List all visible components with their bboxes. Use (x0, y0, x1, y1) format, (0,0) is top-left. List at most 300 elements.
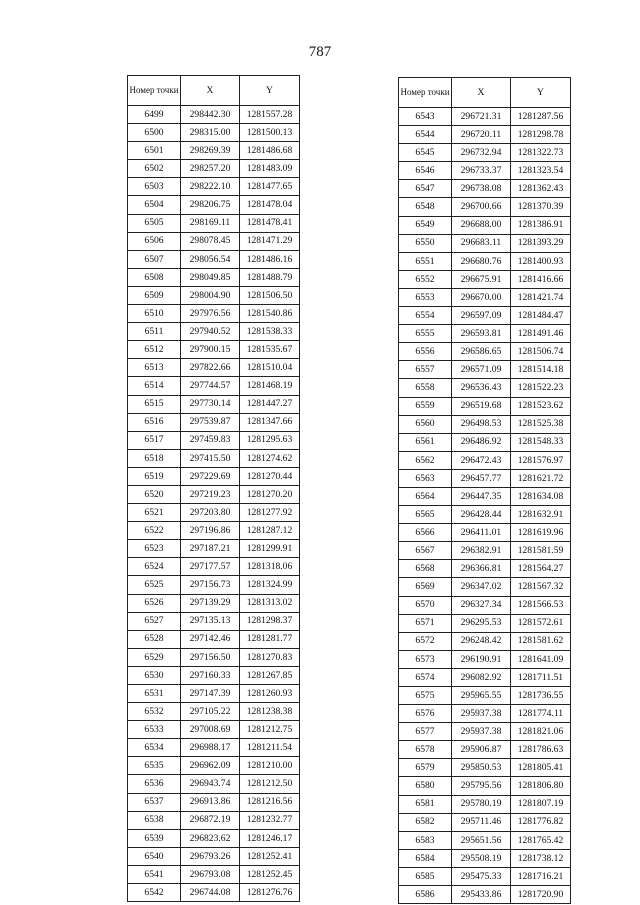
coordinates-table-left (127, 75, 300, 902)
table-row (399, 650, 571, 668)
y-coordinate-cell: 1281510.04 (240, 359, 300, 377)
x-coordinate-cell: 296700.66 (452, 198, 511, 216)
point-number-cell: 6563 (399, 469, 452, 487)
point-number-cell: 6547 (399, 180, 452, 198)
x-coordinate-cell: 296190.91 (452, 650, 511, 668)
y-coordinate-cell: 1281212.75 (240, 721, 300, 739)
y-coordinate-cell: 1281491.46 (511, 325, 571, 343)
table-row (399, 614, 571, 632)
y-coordinate-cell: 1281548.33 (511, 433, 571, 451)
y-coordinate-cell: 1281538.33 (240, 323, 300, 341)
point-number-cell: 6556 (399, 343, 452, 361)
y-coordinate-cell: 1281540.86 (240, 305, 300, 323)
point-number-cell: 6504 (128, 196, 181, 214)
table-row (399, 198, 571, 216)
x-coordinate-cell: 297822.66 (181, 359, 240, 377)
point-number-cell: 6571 (399, 614, 452, 632)
x-coordinate-cell: 296295.53 (452, 614, 511, 632)
y-coordinate-cell: 1281324.99 (240, 576, 300, 594)
y-coordinate-cell: 1281267.85 (240, 666, 300, 684)
y-coordinate-cell: 1281564.27 (511, 560, 571, 578)
table-row (399, 831, 571, 849)
x-coordinate-cell: 296823.62 (181, 829, 240, 847)
point-number-cell: 6534 (128, 739, 181, 757)
table-row (399, 560, 571, 578)
table-row (128, 757, 300, 775)
table-row (128, 522, 300, 540)
point-number-cell: 6508 (128, 268, 181, 286)
y-coordinate-cell: 1281216.56 (240, 793, 300, 811)
x-coordinate-cell: 296720.11 (452, 126, 511, 144)
y-coordinate-cell: 1281621.72 (511, 469, 571, 487)
point-number-cell: 6553 (399, 288, 452, 306)
y-coordinate-cell: 1281252.41 (240, 847, 300, 865)
point-number-cell: 6513 (128, 359, 181, 377)
y-coordinate-cell: 1281806.80 (511, 777, 571, 795)
table-row (399, 705, 571, 723)
table-row (128, 142, 300, 160)
y-coordinate-cell: 1281212.50 (240, 775, 300, 793)
x-coordinate-cell: 297135.13 (181, 612, 240, 630)
x-coordinate-cell: 296457.77 (452, 469, 511, 487)
table-row (399, 108, 571, 126)
table-row (128, 196, 300, 214)
table-row (399, 849, 571, 867)
table-body-right (399, 108, 571, 904)
y-coordinate-cell: 1281318.06 (240, 558, 300, 576)
point-number-cell: 6507 (128, 250, 181, 268)
point-number-cell: 6516 (128, 413, 181, 431)
table-row (128, 250, 300, 268)
y-coordinate-cell: 1281238.38 (240, 703, 300, 721)
x-coordinate-cell: 295850.53 (452, 759, 511, 777)
table-row (399, 741, 571, 759)
point-number-cell: 6537 (128, 793, 181, 811)
y-coordinate-cell: 1281483.09 (240, 160, 300, 178)
point-number-cell: 6551 (399, 252, 452, 270)
table-row (399, 307, 571, 325)
point-number-cell: 6545 (399, 144, 452, 162)
table-row (128, 576, 300, 594)
y-coordinate-cell: 1281484.47 (511, 307, 571, 325)
x-coordinate-cell: 296593.81 (452, 325, 511, 343)
x-coordinate-cell: 296872.19 (181, 811, 240, 829)
x-coordinate-cell: 296732.94 (452, 144, 511, 162)
x-coordinate-cell: 296519.68 (452, 397, 511, 415)
table-row (128, 305, 300, 323)
y-coordinate-cell: 1281738.12 (511, 849, 571, 867)
x-coordinate-cell: 296411.01 (452, 524, 511, 542)
point-number-cell: 6554 (399, 307, 452, 325)
x-coordinate-cell: 297187.21 (181, 540, 240, 558)
table-row (128, 359, 300, 377)
x-coordinate-cell: 298442.30 (181, 106, 240, 124)
table-row (399, 886, 571, 904)
table-row (399, 433, 571, 451)
point-number-cell: 6519 (128, 467, 181, 485)
point-number-cell: 6511 (128, 323, 181, 341)
table-row (399, 632, 571, 650)
table-row (399, 578, 571, 596)
x-coordinate-cell: 295508.19 (452, 849, 511, 867)
table-row (128, 540, 300, 558)
y-coordinate-cell: 1281471.29 (240, 232, 300, 250)
x-coordinate-cell: 298056.54 (181, 250, 240, 268)
y-coordinate-cell: 1281386.91 (511, 216, 571, 234)
point-number-cell: 6564 (399, 487, 452, 505)
x-coordinate-cell: 297139.29 (181, 594, 240, 612)
point-number-cell: 6581 (399, 795, 452, 813)
y-coordinate-cell: 1281210.00 (240, 757, 300, 775)
header-y: Y (511, 78, 571, 108)
x-coordinate-cell: 296988.17 (181, 739, 240, 757)
point-number-cell: 6574 (399, 668, 452, 686)
x-coordinate-cell: 296327.34 (452, 596, 511, 614)
header-y: Y (240, 76, 300, 106)
y-coordinate-cell: 1281576.97 (511, 451, 571, 469)
point-number-cell: 6539 (128, 829, 181, 847)
y-coordinate-cell: 1281711.51 (511, 668, 571, 686)
table-row (128, 431, 300, 449)
x-coordinate-cell: 296688.00 (452, 216, 511, 234)
point-number-cell: 6582 (399, 813, 452, 831)
point-number-cell: 6540 (128, 847, 181, 865)
table-row (128, 504, 300, 522)
point-number-cell: 6546 (399, 162, 452, 180)
point-number-cell: 6555 (399, 325, 452, 343)
table-row (128, 449, 300, 467)
header-x: X (452, 78, 511, 108)
table-row (128, 865, 300, 883)
x-coordinate-cell: 296347.02 (452, 578, 511, 596)
y-coordinate-cell: 1281295.63 (240, 431, 300, 449)
x-coordinate-cell: 297229.69 (181, 467, 240, 485)
x-coordinate-cell: 298315.00 (181, 124, 240, 142)
point-number-cell: 6579 (399, 759, 452, 777)
table-row (128, 232, 300, 250)
point-number-cell: 6514 (128, 377, 181, 395)
y-coordinate-cell: 1281488.79 (240, 268, 300, 286)
y-coordinate-cell: 1281557.28 (240, 106, 300, 124)
x-coordinate-cell: 296943.74 (181, 775, 240, 793)
x-coordinate-cell: 296962.09 (181, 757, 240, 775)
y-coordinate-cell: 1281276.76 (240, 884, 300, 902)
point-number-cell: 6577 (399, 723, 452, 741)
point-number-cell: 6575 (399, 687, 452, 705)
table-row (399, 343, 571, 361)
header-point-number: Номер точки (128, 76, 181, 106)
point-number-cell: 6559 (399, 397, 452, 415)
x-coordinate-cell: 297156.50 (181, 648, 240, 666)
point-number-cell: 6501 (128, 142, 181, 160)
y-coordinate-cell: 1281478.41 (240, 214, 300, 232)
y-coordinate-cell: 1281298.78 (511, 126, 571, 144)
point-number-cell: 6562 (399, 451, 452, 469)
point-number-cell: 6569 (399, 578, 452, 596)
point-number-cell: 6530 (128, 666, 181, 684)
table-row (128, 703, 300, 721)
point-number-cell: 6576 (399, 705, 452, 723)
point-number-cell: 6517 (128, 431, 181, 449)
y-coordinate-cell: 1281281.77 (240, 630, 300, 648)
y-coordinate-cell: 1281765.42 (511, 831, 571, 849)
y-coordinate-cell: 1281506.50 (240, 286, 300, 304)
y-coordinate-cell: 1281322.73 (511, 144, 571, 162)
point-number-cell: 6578 (399, 741, 452, 759)
y-coordinate-cell: 1281400.93 (511, 252, 571, 270)
x-coordinate-cell: 296670.00 (452, 288, 511, 306)
y-coordinate-cell: 1281477.65 (240, 178, 300, 196)
table-row (399, 469, 571, 487)
table-row (399, 288, 571, 306)
x-coordinate-cell: 295433.86 (452, 886, 511, 904)
y-coordinate-cell: 1281287.56 (511, 108, 571, 126)
y-coordinate-cell: 1281581.62 (511, 632, 571, 650)
table-row (128, 178, 300, 196)
x-coordinate-cell: 296913.86 (181, 793, 240, 811)
point-number-cell: 6583 (399, 831, 452, 849)
x-coordinate-cell: 297415.50 (181, 449, 240, 467)
x-coordinate-cell: 296597.09 (452, 307, 511, 325)
y-coordinate-cell: 1281323.54 (511, 162, 571, 180)
point-number-cell: 6544 (399, 126, 452, 144)
y-coordinate-cell: 1281274.62 (240, 449, 300, 467)
x-coordinate-cell: 298169.11 (181, 214, 240, 232)
y-coordinate-cell: 1281370.39 (511, 198, 571, 216)
x-coordinate-cell: 297008.69 (181, 721, 240, 739)
point-number-cell: 6524 (128, 558, 181, 576)
table-row (128, 630, 300, 648)
point-number-cell: 6573 (399, 650, 452, 668)
point-number-cell: 6535 (128, 757, 181, 775)
table-row (128, 106, 300, 124)
point-number-cell: 6526 (128, 594, 181, 612)
x-coordinate-cell: 296447.35 (452, 487, 511, 505)
point-number-cell: 6520 (128, 485, 181, 503)
point-number-cell: 6550 (399, 234, 452, 252)
y-coordinate-cell: 1281270.83 (240, 648, 300, 666)
point-number-cell: 6512 (128, 341, 181, 359)
table-row (128, 721, 300, 739)
table-row (128, 793, 300, 811)
table-row (399, 451, 571, 469)
y-coordinate-cell: 1281500.13 (240, 124, 300, 142)
y-coordinate-cell: 1281619.96 (511, 524, 571, 542)
point-number-cell: 6538 (128, 811, 181, 829)
x-coordinate-cell: 296248.42 (452, 632, 511, 650)
table-row (399, 687, 571, 705)
table-row (399, 723, 571, 741)
table-row (399, 487, 571, 505)
table-row (128, 775, 300, 793)
y-coordinate-cell: 1281525.38 (511, 415, 571, 433)
x-coordinate-cell: 298078.45 (181, 232, 240, 250)
table-row (399, 126, 571, 144)
point-number-cell: 6531 (128, 685, 181, 703)
table-row (399, 813, 571, 831)
table-row (399, 325, 571, 343)
table-row (399, 180, 571, 198)
y-coordinate-cell: 1281393.29 (511, 234, 571, 252)
x-coordinate-cell: 297177.57 (181, 558, 240, 576)
point-number-cell: 6532 (128, 703, 181, 721)
y-coordinate-cell: 1281634.08 (511, 487, 571, 505)
x-coordinate-cell: 297196.86 (181, 522, 240, 540)
table-row (128, 268, 300, 286)
y-coordinate-cell: 1281807.19 (511, 795, 571, 813)
y-coordinate-cell: 1281246.17 (240, 829, 300, 847)
table-body-left (128, 106, 300, 902)
coordinates-table-right (398, 77, 571, 904)
x-coordinate-cell: 298269.39 (181, 142, 240, 160)
x-coordinate-cell: 298257.20 (181, 160, 240, 178)
table-row (128, 377, 300, 395)
y-coordinate-cell: 1281252.45 (240, 865, 300, 883)
x-coordinate-cell: 298222.10 (181, 178, 240, 196)
point-number-cell: 6503 (128, 178, 181, 196)
y-coordinate-cell: 1281468.19 (240, 377, 300, 395)
point-number-cell: 6584 (399, 849, 452, 867)
table-row (399, 795, 571, 813)
point-number-cell: 6541 (128, 865, 181, 883)
point-number-cell: 6560 (399, 415, 452, 433)
table-row (128, 829, 300, 847)
table-row (399, 162, 571, 180)
point-number-cell: 6557 (399, 361, 452, 379)
table-row (399, 234, 571, 252)
x-coordinate-cell: 296683.11 (452, 234, 511, 252)
table-row (128, 395, 300, 413)
y-coordinate-cell: 1281486.16 (240, 250, 300, 268)
y-coordinate-cell: 1281774.11 (511, 705, 571, 723)
table-row (399, 596, 571, 614)
header-point-number: Номер точки (399, 78, 452, 108)
point-number-cell: 6509 (128, 286, 181, 304)
y-coordinate-cell: 1281567.32 (511, 578, 571, 596)
x-coordinate-cell: 296486.92 (452, 433, 511, 451)
y-coordinate-cell: 1281572.61 (511, 614, 571, 632)
y-coordinate-cell: 1281447.27 (240, 395, 300, 413)
point-number-cell: 6570 (399, 596, 452, 614)
y-coordinate-cell: 1281720.90 (511, 886, 571, 904)
table-row (399, 270, 571, 288)
y-coordinate-cell: 1281277.92 (240, 504, 300, 522)
table-header-row (128, 76, 300, 106)
table-row (399, 506, 571, 524)
table-row (128, 286, 300, 304)
point-number-cell: 6543 (399, 108, 452, 126)
point-number-cell: 6585 (399, 867, 452, 885)
y-coordinate-cell: 1281270.20 (240, 485, 300, 503)
y-coordinate-cell: 1281641.09 (511, 650, 571, 668)
x-coordinate-cell: 295651.56 (452, 831, 511, 849)
y-coordinate-cell: 1281805.41 (511, 759, 571, 777)
y-coordinate-cell: 1281506.74 (511, 343, 571, 361)
point-number-cell: 6586 (399, 886, 452, 904)
point-number-cell: 6561 (399, 433, 452, 451)
x-coordinate-cell: 296571.09 (452, 361, 511, 379)
x-coordinate-cell: 297744.57 (181, 377, 240, 395)
y-coordinate-cell: 1281232.77 (240, 811, 300, 829)
header-x: X (181, 76, 240, 106)
point-number-cell: 6527 (128, 612, 181, 630)
y-coordinate-cell: 1281535.67 (240, 341, 300, 359)
point-number-cell: 6500 (128, 124, 181, 142)
y-coordinate-cell: 1281260.93 (240, 685, 300, 703)
y-coordinate-cell: 1281716.21 (511, 867, 571, 885)
table-row (399, 415, 571, 433)
table-row (399, 524, 571, 542)
table-row (399, 361, 571, 379)
table-row (399, 216, 571, 234)
table-row (399, 397, 571, 415)
x-coordinate-cell: 295780.19 (452, 795, 511, 813)
x-coordinate-cell: 296082.92 (452, 668, 511, 686)
y-coordinate-cell: 1281416.66 (511, 270, 571, 288)
x-coordinate-cell: 297160.33 (181, 666, 240, 684)
point-number-cell: 6552 (399, 270, 452, 288)
x-coordinate-cell: 297730.14 (181, 395, 240, 413)
table-row (128, 160, 300, 178)
x-coordinate-cell: 297900.15 (181, 341, 240, 359)
y-coordinate-cell: 1281736.55 (511, 687, 571, 705)
point-number-cell: 6505 (128, 214, 181, 232)
table-row (128, 467, 300, 485)
table-row (128, 124, 300, 142)
x-coordinate-cell: 297203.80 (181, 504, 240, 522)
point-number-cell: 6502 (128, 160, 181, 178)
y-coordinate-cell: 1281421.74 (511, 288, 571, 306)
point-number-cell: 6506 (128, 232, 181, 250)
point-number-cell: 6515 (128, 395, 181, 413)
x-coordinate-cell: 297142.46 (181, 630, 240, 648)
x-coordinate-cell: 295937.38 (452, 705, 511, 723)
table-row (399, 759, 571, 777)
table-row (128, 594, 300, 612)
x-coordinate-cell: 296472.43 (452, 451, 511, 469)
table-row (128, 558, 300, 576)
table-row (128, 884, 300, 902)
table-row (128, 666, 300, 684)
x-coordinate-cell: 295965.55 (452, 687, 511, 705)
point-number-cell: 6549 (399, 216, 452, 234)
point-number-cell: 6536 (128, 775, 181, 793)
point-number-cell: 6572 (399, 632, 452, 650)
table-row (128, 341, 300, 359)
point-number-cell: 6568 (399, 560, 452, 578)
table-row (399, 867, 571, 885)
point-number-cell: 6566 (399, 524, 452, 542)
x-coordinate-cell: 296793.08 (181, 865, 240, 883)
point-number-cell: 6529 (128, 648, 181, 666)
point-number-cell: 6510 (128, 305, 181, 323)
x-coordinate-cell: 298206.75 (181, 196, 240, 214)
y-coordinate-cell: 1281821.06 (511, 723, 571, 741)
table-header-row (399, 78, 571, 108)
table-row (399, 252, 571, 270)
table-row (128, 612, 300, 630)
x-coordinate-cell: 297940.52 (181, 323, 240, 341)
x-coordinate-cell: 296675.91 (452, 270, 511, 288)
point-number-cell: 6525 (128, 576, 181, 594)
table-row (399, 542, 571, 560)
x-coordinate-cell: 296793.26 (181, 847, 240, 865)
x-coordinate-cell: 296498.53 (452, 415, 511, 433)
table-row (128, 413, 300, 431)
x-coordinate-cell: 297105.22 (181, 703, 240, 721)
point-number-cell: 6558 (399, 379, 452, 397)
x-coordinate-cell: 298049.85 (181, 268, 240, 286)
